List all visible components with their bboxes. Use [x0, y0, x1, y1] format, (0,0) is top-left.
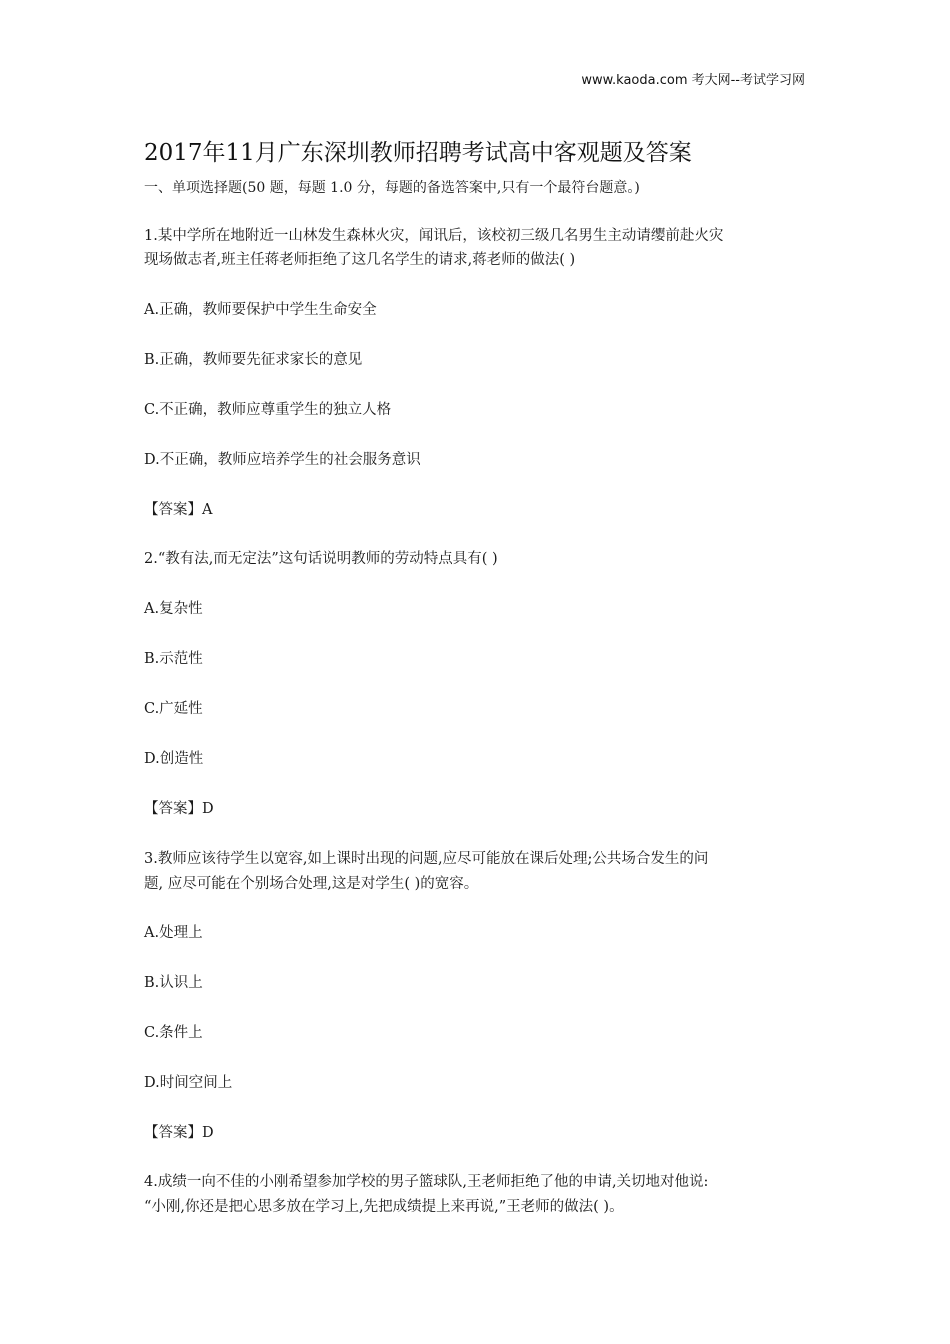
- question-3-option-d: D.时间空间上: [144, 1075, 233, 1091]
- question-3-option-c: C.条件上: [144, 1025, 203, 1041]
- question-1-option-c: C.不正确，教师应尊重学生的独立人格: [144, 402, 392, 418]
- question-3-option-a: A.处理上: [144, 925, 203, 941]
- question-1-option-d: D.不正确，教师应培养学生的社会服务意识: [144, 452, 421, 468]
- question-3-text-line-2: 题, 应尽可能在个别场合处理,这是对学生( )的宽容。: [144, 876, 479, 892]
- question-1-option-b: B.正确，教师要先征求家长的意见: [144, 352, 363, 368]
- question-2-text: 2.“教有法,而无定法”这句话说明教师的劳动特点具有( ): [144, 551, 498, 567]
- question-3-option-b: B.认识上: [144, 975, 203, 991]
- question-3-text-line-1: 3.教师应该待学生以宽容,如上课时出现的问题,应尽可能放在课后处理;公共场合发生的问: [144, 851, 709, 867]
- question-1-text-line-2: 现场做志者,班主任蒋老师拒绝了这几名学生的请求,蒋老师的做法( ): [144, 252, 576, 268]
- question-2-option-a: A.复杂性: [144, 601, 203, 617]
- question-2-option-d: D.创造性: [144, 751, 204, 767]
- question-2-option-c: C.广延性: [144, 701, 203, 717]
- site-header: www.kaoda.com 考大网--考试学习网: [581, 73, 805, 88]
- question-1-text-line-1: 1.某中学所在地附近一山林发生森林火灾，闻讯后，该校初三级几名男生主动请缨前赴火灾: [144, 228, 724, 244]
- section-heading: 一、单项选择题(50 题，每题 1.0 分，每题的备选答案中,只有一个最符台题意。): [144, 180, 640, 196]
- document-title: 2017年11月广东深圳教师招聘考试高中客观题及答案: [144, 140, 692, 166]
- question-2-answer: 【答案】D: [144, 801, 214, 817]
- question-1-option-a: A.正确，教师要保护中学生生命安全: [144, 302, 377, 318]
- question-3-answer: 【答案】D: [144, 1125, 214, 1141]
- question-4-text-line-1: 4.成绩一向不佳的小刚希望参加学校的男子篮球队,王老师拒绝了他的申请,关切地对他说:: [144, 1174, 709, 1190]
- question-1-answer: 【答案】A: [144, 502, 213, 518]
- question-2-option-b: B.示范性: [144, 651, 203, 667]
- question-4-text-line-2: “小刚,你还是把心思多放在学习上,先把成绩提上来再说,”王老师的做法( )。: [144, 1199, 624, 1215]
